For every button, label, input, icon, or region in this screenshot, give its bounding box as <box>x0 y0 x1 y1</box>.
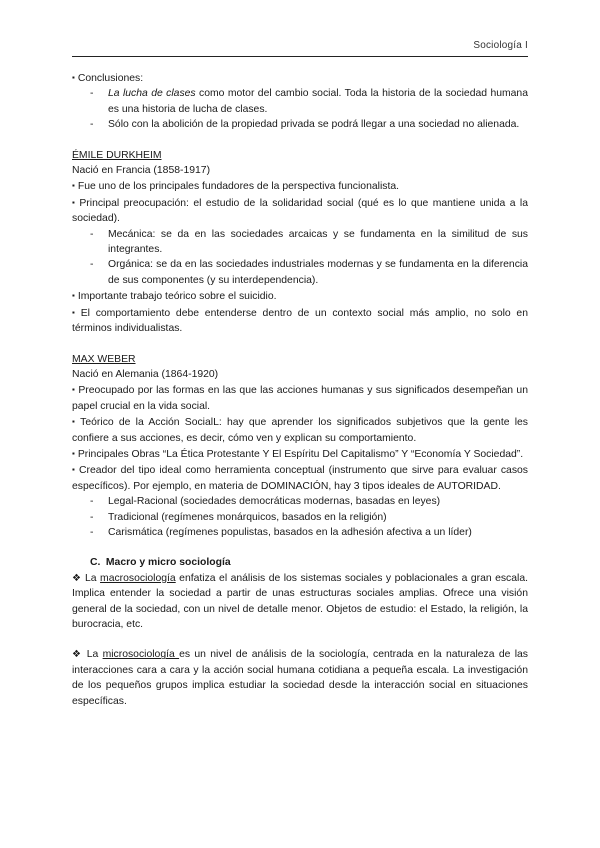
diamond-bullet-icon: ❖ <box>72 649 83 661</box>
list-item: - Orgánica: se da en las sociedades industriales modernas y se fundamenta en la diferencia de sus componentes (y su interdependencia). <box>72 257 528 288</box>
italic-term: La lucha de clases <box>108 88 196 100</box>
macro-term: macrosociología <box>100 572 176 584</box>
bullet-item: ▪ Principal preocupación: el estudio de la solidaridad social (qué es lo que mantiene unida a la sociedad). <box>72 195 528 227</box>
bullet-item: ▪ Importante trabajo teórico sobre el suicidio. <box>72 288 528 304</box>
bullet-item: ▪ El comportamiento debe entenderse dentro de un contexto social más amplio, no solo en términos individualistas. <box>72 305 528 337</box>
macro-paragraph: ❖ La macrosociología enfatiza el análisis de los sistemas sociales y poblacionales a gran escala. Implica entender la sociedad a partir de unas estructuras sociales amplias. Ofrece una visión general de la sociedad, con un nivel de detalle menor. Objetos de estudio: el Estado, la religión, la burocracia, etc. <box>72 572 529 630</box>
list-item-text: Sólo con la abolición de la propiedad privada se podrá llegar a una sociedad no alienada. <box>108 119 520 131</box>
micro-term: microsociología <box>102 649 180 661</box>
section-heading <box>72 555 528 570</box>
micro-paragraph: ❖ La microsociología es un nivel de análisis de la sociología, centrada en la naturaleza de las interacciones cara a cara y la acción social humana cotidiana a pequeña escala. La investigación de los pequeños grupos implica estudiar la sociedad desde la interacción social en situaciones específicas. <box>72 649 528 707</box>
conclusions-list <box>72 86 528 132</box>
weber-born: Nació en Alemania (1864-1920) <box>72 368 219 380</box>
authority-types-list <box>72 494 528 540</box>
list-item: - Tradicional (regímenes monárquicos, basados en la religión) <box>72 510 528 525</box>
bullet-item: ▪ Teórico de la Acción SocialL: hay que aprender los significados subjetivos que la gente les confiere a sus acciones, es decir, cómo ven y explican su comportamiento. <box>72 414 528 446</box>
weber-heading: MAX WEBER <box>72 353 136 365</box>
list-item <box>72 117 528 132</box>
section-title: Macro y micro sociología <box>105 557 231 569</box>
durkheim-born: Nació en Francia (1858-1917) <box>72 165 211 177</box>
section-letter: C. <box>90 557 101 569</box>
list-item: - Carismática (regímenes populistas, basados en la adhesión afectiva a un líder) <box>72 525 528 540</box>
bullet-item: ▪ Preocupado por las formas en las que las acciones humanas y sus significados desempeñan un papel crucial en la vida social. <box>72 382 528 414</box>
list-item <box>72 86 528 117</box>
diamond-bullet-icon: ❖ <box>72 572 82 584</box>
durkheim-heading: ÉMILE DURKHEIM <box>72 149 162 161</box>
conclusions-label: ▪ Conclusiones: <box>72 70 528 86</box>
header-divider <box>72 56 528 57</box>
document-body <box>72 70 528 709</box>
bullet-item: ▪ Creador del tipo ideal como herramienta conceptual (instrumento que sirve para evaluar casos específicos). Por ejemplo, en materia de DOMINACIÓN, hay 3 tipos ideales de AUTORIDAD. <box>72 462 528 494</box>
bullet-item: ▪ Principales Obras “La Ética Protestante Y El Espíritu Del Capitalismo” Y “Economía Y Sociedad”. <box>72 446 528 462</box>
list-item: - Legal-Racional (sociedades democráticas modernas, basadas en leyes) <box>72 494 528 509</box>
page-header-title: Sociología I <box>473 40 528 51</box>
bullet-item: ▪ Fue uno de los principales fundadores de la perspectiva funcionalista. <box>72 178 528 194</box>
solidarity-types-list <box>72 227 528 289</box>
list-item-text: como motor del cambio social. Toda la historia de la sociedad humana es una historia de lucha de clases. <box>108 88 528 115</box>
list-item: - Mecánica: se da en las sociedades arcaicas y se fundamenta en la similitud de sus integrantes. <box>72 227 528 258</box>
